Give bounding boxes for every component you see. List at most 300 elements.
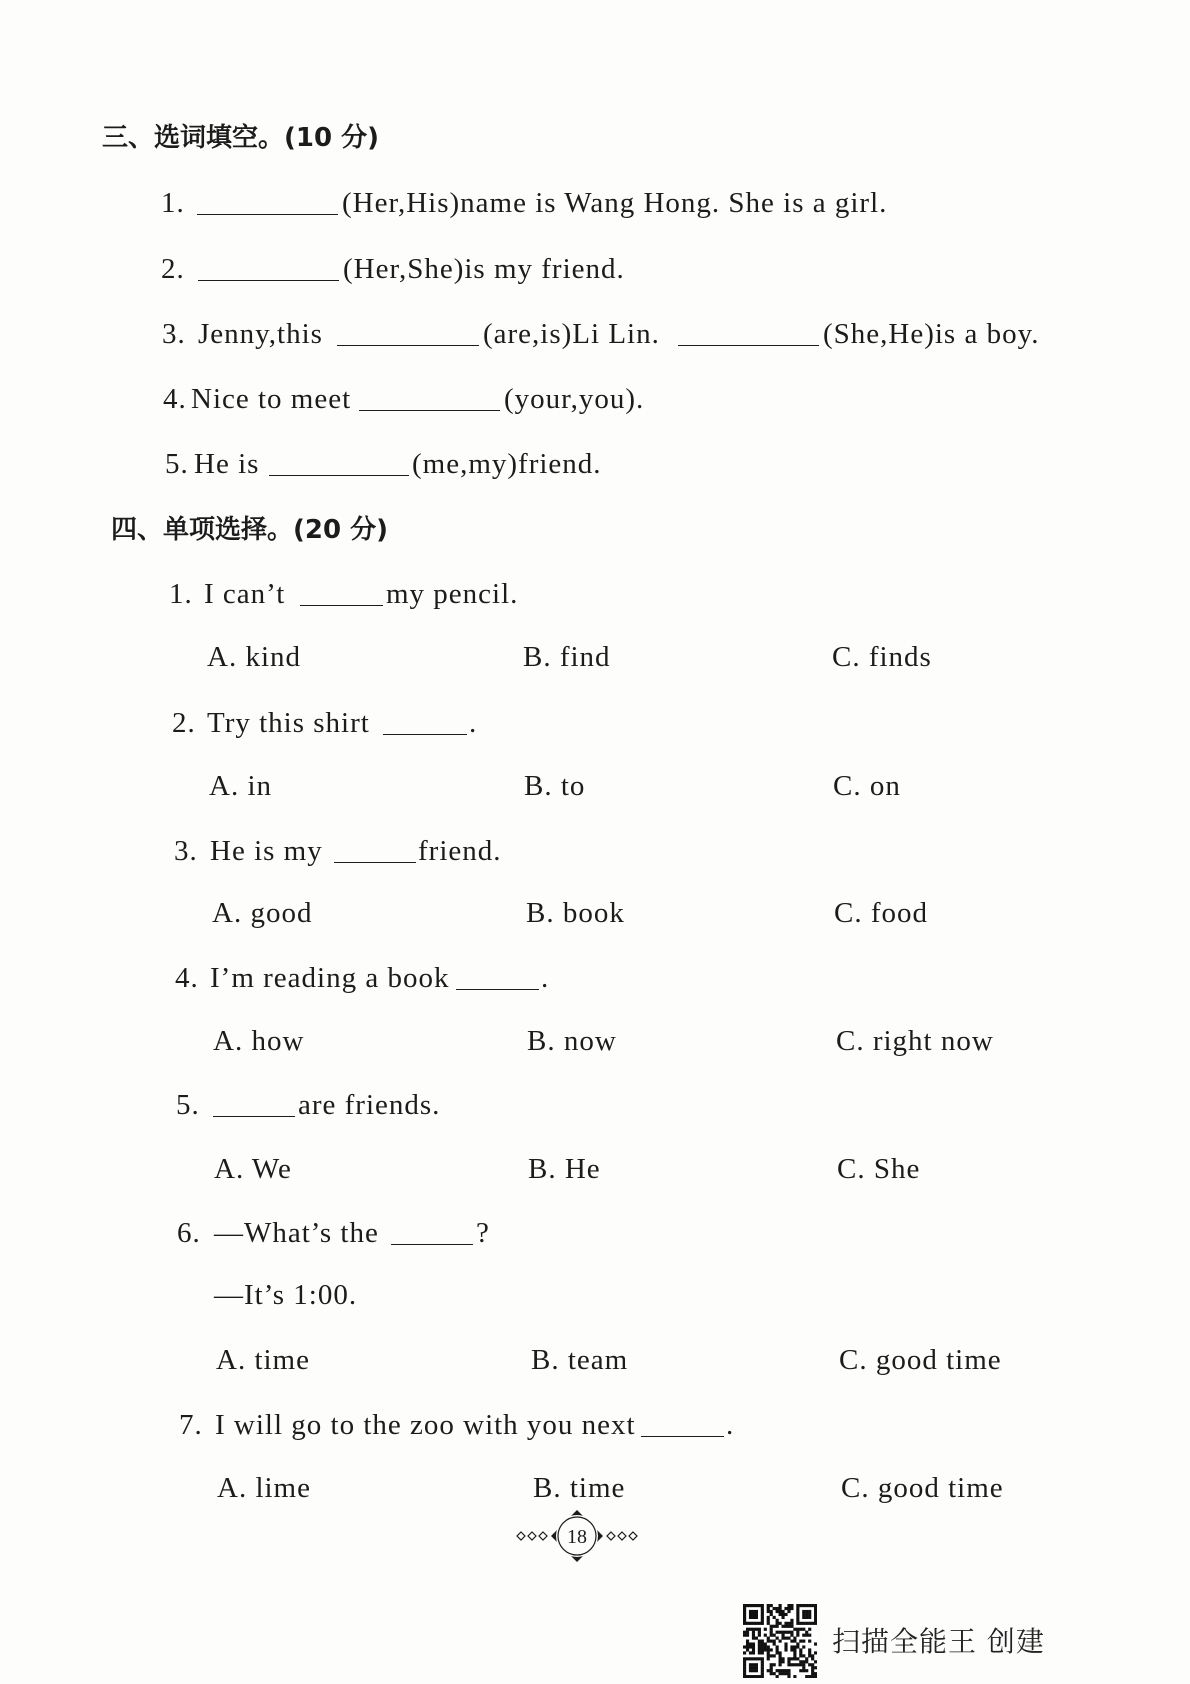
qr-module xyxy=(802,1660,805,1663)
qr-module xyxy=(776,1637,779,1640)
question-stem-end: . xyxy=(726,1409,735,1441)
qr-module xyxy=(787,1663,790,1666)
fill-item xyxy=(0,381,1190,417)
qr-module xyxy=(770,1625,773,1628)
qr-module xyxy=(761,1610,764,1613)
item-text: He is xyxy=(194,448,260,480)
qr-module xyxy=(752,1666,755,1669)
qr-module xyxy=(808,1616,811,1619)
qr-module xyxy=(796,1604,799,1607)
options-row xyxy=(0,768,1190,804)
qr-module xyxy=(761,1604,764,1607)
qr-module xyxy=(811,1663,814,1666)
qr-module xyxy=(779,1613,782,1616)
qr-module xyxy=(784,1613,787,1616)
qr-module xyxy=(758,1640,761,1643)
qr-module xyxy=(755,1616,758,1619)
question-stem-end: . xyxy=(469,707,478,739)
qr-module xyxy=(793,1628,796,1631)
qr-module xyxy=(776,1607,779,1610)
answer-blank xyxy=(269,473,409,476)
qr-module xyxy=(808,1640,811,1643)
answer-blank xyxy=(359,408,500,411)
qr-module xyxy=(743,1663,746,1666)
qr-module xyxy=(802,1628,805,1631)
qr-module xyxy=(784,1631,787,1634)
qr-module xyxy=(779,1607,782,1610)
qr-module xyxy=(787,1660,790,1663)
option-b: B. now xyxy=(527,1025,617,1057)
qr-module xyxy=(784,1672,787,1675)
qr-module xyxy=(779,1604,782,1607)
qr-module xyxy=(758,1642,761,1645)
qr-module xyxy=(755,1604,758,1607)
question-stem: I will go to the zoo with you next xyxy=(215,1409,636,1441)
section-heading-choice: 四、单项选择。(20 分) xyxy=(111,515,388,545)
qr-module xyxy=(758,1634,761,1637)
qr-module xyxy=(802,1613,805,1616)
qr-module xyxy=(790,1648,793,1651)
question-number: 1. xyxy=(169,578,193,610)
options-row xyxy=(0,1023,1190,1059)
qr-module xyxy=(784,1648,787,1651)
qr-module xyxy=(781,1631,784,1634)
option-b: B. He xyxy=(528,1153,601,1185)
qr-module xyxy=(796,1619,799,1622)
question-stem-end: . xyxy=(541,962,550,994)
qr-module xyxy=(784,1637,787,1640)
answer-blank xyxy=(300,603,383,606)
qr-module xyxy=(802,1666,805,1669)
qr-module xyxy=(805,1622,808,1625)
qr-module xyxy=(784,1607,787,1610)
qr-module xyxy=(743,1672,746,1675)
item-number: 1. xyxy=(161,187,185,219)
question-stem-end: friend. xyxy=(418,835,502,867)
qr-module xyxy=(787,1610,790,1613)
item-text: (She,He)is a boy. xyxy=(823,318,1040,350)
ornament-diamond-icon xyxy=(607,1532,615,1540)
qr-module xyxy=(814,1660,817,1663)
scanner-credit: 扫描全能王 创建 xyxy=(832,1625,1045,1658)
question-number: 6. xyxy=(177,1217,201,1249)
qr-module xyxy=(746,1604,749,1607)
answer-blank xyxy=(456,987,539,990)
qr-module xyxy=(808,1634,811,1637)
qr-module xyxy=(770,1666,773,1669)
qr-module xyxy=(784,1645,787,1648)
qr-module xyxy=(743,1607,746,1610)
question xyxy=(0,1087,1190,1123)
qr-module xyxy=(752,1663,755,1666)
qr-module xyxy=(749,1657,752,1660)
qr-module xyxy=(814,1642,817,1645)
qr-module xyxy=(770,1634,773,1637)
qr-module xyxy=(767,1669,770,1672)
qr-module xyxy=(811,1666,814,1669)
option-b: B. to xyxy=(524,770,586,802)
qr-module xyxy=(752,1610,755,1613)
qr-module xyxy=(781,1669,784,1672)
option-a: A. lime xyxy=(217,1472,311,1504)
qr-module xyxy=(752,1645,755,1648)
item-text: Nice to meet xyxy=(191,383,352,415)
qr-module xyxy=(773,1642,776,1645)
qr-module xyxy=(802,1622,805,1625)
qr-module xyxy=(761,1675,764,1678)
answer-blank xyxy=(213,1114,295,1117)
options-row xyxy=(0,895,1190,931)
qr-module xyxy=(743,1666,746,1669)
qr-module xyxy=(749,1651,752,1654)
answer-blank xyxy=(197,212,338,215)
qr-module xyxy=(770,1663,773,1666)
qr-module xyxy=(793,1645,796,1648)
option-a: A. time xyxy=(216,1344,310,1376)
qr-module xyxy=(764,1645,767,1648)
qr-module xyxy=(749,1663,752,1666)
option-c: C. good time xyxy=(841,1472,1004,1504)
qr-module xyxy=(755,1657,758,1660)
qr-module xyxy=(761,1640,764,1643)
item-number: 3. xyxy=(162,318,186,350)
qr-module xyxy=(787,1604,790,1607)
question xyxy=(0,576,1190,612)
qr-module xyxy=(773,1640,776,1643)
qr-module xyxy=(814,1672,817,1675)
qr-module xyxy=(761,1657,764,1660)
qr-module xyxy=(773,1634,776,1637)
qr-module xyxy=(787,1631,790,1634)
answer-blank xyxy=(641,1434,724,1437)
qr-module xyxy=(805,1660,808,1663)
qr-module xyxy=(776,1619,779,1622)
ornament-diamond-icon xyxy=(517,1532,525,1540)
ornament-diamond-icon xyxy=(629,1532,637,1540)
options-row xyxy=(0,1151,1190,1187)
qr-module xyxy=(802,1654,805,1657)
qr-module xyxy=(793,1654,796,1657)
qr-module xyxy=(752,1634,755,1637)
answer-blank xyxy=(198,278,339,281)
qr-module xyxy=(761,1619,764,1622)
qr-module xyxy=(764,1642,767,1645)
qr-module xyxy=(784,1625,787,1628)
qr-module xyxy=(805,1657,808,1660)
qr-module xyxy=(743,1657,746,1660)
qr-module xyxy=(764,1648,767,1651)
question-stem: I can’t xyxy=(204,578,286,610)
qr-module xyxy=(770,1672,773,1675)
qr-module xyxy=(787,1622,790,1625)
option-a: A. in xyxy=(209,770,272,802)
qr-module xyxy=(808,1648,811,1651)
qr-module xyxy=(764,1634,767,1637)
qr-module xyxy=(776,1610,779,1613)
qr-module xyxy=(799,1654,802,1657)
qr-module xyxy=(776,1625,779,1628)
qr-module xyxy=(743,1616,746,1619)
option-c: C. on xyxy=(833,770,901,802)
qr-module xyxy=(779,1657,782,1660)
item-text: Jenny,this xyxy=(198,318,323,350)
option-a: A. good xyxy=(212,897,313,929)
qr-module xyxy=(770,1610,773,1613)
qr-module xyxy=(793,1637,796,1640)
qr-module xyxy=(752,1642,755,1645)
qr-module xyxy=(758,1631,761,1634)
qr-module xyxy=(767,1622,770,1625)
question-number: 2. xyxy=(172,707,196,739)
qr-module xyxy=(802,1634,805,1637)
item-text: (me,my)friend. xyxy=(412,448,602,480)
qr-module xyxy=(796,1610,799,1613)
answer-blank xyxy=(383,732,467,735)
qr-module xyxy=(796,1622,799,1625)
qr-module xyxy=(814,1610,817,1613)
qr-module xyxy=(796,1613,799,1616)
qr-module xyxy=(773,1607,776,1610)
qr-module xyxy=(761,1666,764,1669)
qr-module xyxy=(761,1622,764,1625)
qr-module xyxy=(752,1631,755,1634)
qr-module xyxy=(758,1675,761,1678)
qr-module xyxy=(805,1613,808,1616)
qr-module xyxy=(814,1604,817,1607)
qr-module xyxy=(773,1663,776,1666)
answer-blank xyxy=(337,343,479,346)
qr-module xyxy=(811,1669,814,1672)
qr-module xyxy=(790,1645,793,1648)
fill-item xyxy=(0,185,1190,221)
qr-module xyxy=(743,1645,746,1648)
question xyxy=(0,833,1190,869)
qr-module xyxy=(761,1613,764,1616)
qr-module xyxy=(767,1640,770,1643)
item-text: (are,is)Li Lin. xyxy=(483,318,660,350)
qr-module xyxy=(755,1669,758,1672)
qr-module xyxy=(749,1669,752,1672)
qr-module xyxy=(799,1651,802,1654)
qr-module xyxy=(743,1622,746,1625)
qr-module xyxy=(752,1669,755,1672)
qr-module xyxy=(767,1657,770,1660)
qr-module xyxy=(758,1648,761,1651)
ornament-diamond-icon xyxy=(539,1532,547,1540)
qr-module xyxy=(752,1622,755,1625)
qr-module xyxy=(793,1648,796,1651)
qr-module xyxy=(808,1622,811,1625)
option-a: A. kind xyxy=(207,641,301,673)
qr-module xyxy=(770,1654,773,1657)
item-text: (your,you). xyxy=(504,383,645,415)
qr-module xyxy=(802,1663,805,1666)
qr-module xyxy=(790,1640,793,1643)
dialogue-reply xyxy=(0,1277,1190,1313)
qr-module xyxy=(746,1628,749,1631)
option-c: C. good time xyxy=(839,1344,1002,1376)
qr-module xyxy=(787,1607,790,1610)
qr-module xyxy=(761,1660,764,1663)
qr-module xyxy=(767,1607,770,1610)
qr-module xyxy=(805,1669,808,1672)
qr-module xyxy=(808,1663,811,1666)
qr-module xyxy=(808,1654,811,1657)
qr-module xyxy=(779,1660,782,1663)
qr-module xyxy=(776,1622,779,1625)
qr-module xyxy=(796,1631,799,1634)
ornament-diamond-icon xyxy=(618,1532,626,1540)
qr-module xyxy=(743,1634,746,1637)
qr-module xyxy=(758,1651,761,1654)
qr-module xyxy=(761,1645,764,1648)
fill-item xyxy=(0,316,1190,352)
ornament-diamond-icon xyxy=(528,1532,536,1540)
qr-module xyxy=(796,1645,799,1648)
qr-module xyxy=(767,1654,770,1657)
qr-module xyxy=(781,1672,784,1675)
question-number: 5. xyxy=(176,1089,200,1121)
qr-module xyxy=(781,1634,784,1637)
qr-module xyxy=(779,1669,782,1672)
qr-module xyxy=(749,1616,752,1619)
qr-module xyxy=(743,1660,746,1663)
qr-module xyxy=(743,1604,746,1607)
qr-module xyxy=(761,1669,764,1672)
qr-module xyxy=(767,1651,770,1654)
qr-module xyxy=(793,1663,796,1666)
qr-module xyxy=(808,1675,811,1678)
qr-module xyxy=(755,1666,758,1669)
qr-module xyxy=(743,1613,746,1616)
qr-module xyxy=(752,1651,755,1654)
qr-module xyxy=(752,1637,755,1640)
item-text: (Her,She)is my friend. xyxy=(343,253,625,285)
question-stem: He is my xyxy=(210,835,323,867)
qr-module xyxy=(814,1616,817,1619)
qr-module xyxy=(773,1672,776,1675)
qr-module xyxy=(793,1651,796,1654)
qr-module xyxy=(781,1625,784,1628)
qr-module xyxy=(761,1651,764,1654)
qr-module xyxy=(761,1663,764,1666)
qr-module xyxy=(758,1604,761,1607)
qr-module xyxy=(814,1666,817,1669)
qr-module xyxy=(746,1657,749,1660)
qr-module xyxy=(746,1675,749,1678)
qr-module xyxy=(755,1637,758,1640)
qr-module xyxy=(743,1631,746,1634)
question xyxy=(0,705,1190,741)
qr-module xyxy=(808,1651,811,1654)
qr-module xyxy=(752,1657,755,1660)
qr-module xyxy=(743,1669,746,1672)
qr-module xyxy=(758,1628,761,1631)
qr-module xyxy=(749,1666,752,1669)
qr-module xyxy=(761,1642,764,1645)
qr-module xyxy=(776,1648,779,1651)
item-number: 4. xyxy=(163,383,187,415)
answer-blank xyxy=(678,343,819,346)
page-number: 18 xyxy=(567,1526,587,1548)
qr-module xyxy=(770,1669,773,1672)
qr-module xyxy=(799,1660,802,1663)
qr-module xyxy=(793,1675,796,1678)
qr-module xyxy=(790,1634,793,1637)
qr-module xyxy=(805,1631,808,1634)
page-number-badge xyxy=(507,1508,647,1564)
reply-text: —It’s 1:00. xyxy=(214,1279,358,1311)
question-stem-end: ? xyxy=(476,1217,490,1249)
qr-module xyxy=(776,1651,779,1654)
qr-module xyxy=(776,1645,779,1648)
question-stem-end: are friends. xyxy=(298,1089,441,1121)
qr-module xyxy=(752,1675,755,1678)
qr-module xyxy=(796,1634,799,1637)
qr-module xyxy=(814,1607,817,1610)
qr-module xyxy=(761,1616,764,1619)
answer-blank xyxy=(334,860,416,863)
qr-module xyxy=(802,1616,805,1619)
qr-module xyxy=(802,1669,805,1672)
qr-module xyxy=(779,1651,782,1654)
qr-module xyxy=(799,1648,802,1651)
qr-module xyxy=(758,1622,761,1625)
item-text: (Her,His)name is Wang Hong. She is a girl. xyxy=(342,187,888,219)
qr-module xyxy=(761,1672,764,1675)
option-a: A. how xyxy=(213,1025,305,1057)
qr-module xyxy=(808,1628,811,1631)
qr-module xyxy=(755,1663,758,1666)
options-row xyxy=(0,1470,1190,1506)
qr-module xyxy=(770,1648,773,1651)
item-number: 5. xyxy=(165,448,189,480)
question-number: 3. xyxy=(174,835,198,867)
qr-module xyxy=(811,1604,814,1607)
qr-module xyxy=(784,1669,787,1672)
qr-module xyxy=(746,1648,749,1651)
qr-module xyxy=(790,1604,793,1607)
qr-module xyxy=(814,1622,817,1625)
option-c: C. food xyxy=(834,897,928,929)
qr-module xyxy=(749,1610,752,1613)
qr-module xyxy=(752,1613,755,1616)
qr-module xyxy=(787,1672,790,1675)
qr-module xyxy=(811,1675,814,1678)
qr-module xyxy=(755,1628,758,1631)
qr-module xyxy=(802,1604,805,1607)
option-b: B. team xyxy=(531,1344,629,1376)
qr-module xyxy=(779,1640,782,1643)
qr-module xyxy=(767,1637,770,1640)
qr-module xyxy=(746,1645,749,1648)
qr-module xyxy=(781,1616,784,1619)
qr-module xyxy=(799,1628,802,1631)
section-heading-fill: 三、选词填空。(10 分) xyxy=(102,123,379,153)
qr-module xyxy=(749,1642,752,1645)
qr-code-icon xyxy=(743,1604,817,1678)
qr-module xyxy=(790,1625,793,1628)
options-row xyxy=(0,639,1190,675)
qr-module xyxy=(814,1613,817,1616)
qr-module xyxy=(767,1616,770,1619)
qr-module xyxy=(808,1610,811,1613)
qr-module xyxy=(799,1669,802,1672)
qr-module xyxy=(752,1616,755,1619)
qr-module xyxy=(749,1645,752,1648)
qr-module xyxy=(805,1634,808,1637)
qr-module xyxy=(805,1675,808,1678)
